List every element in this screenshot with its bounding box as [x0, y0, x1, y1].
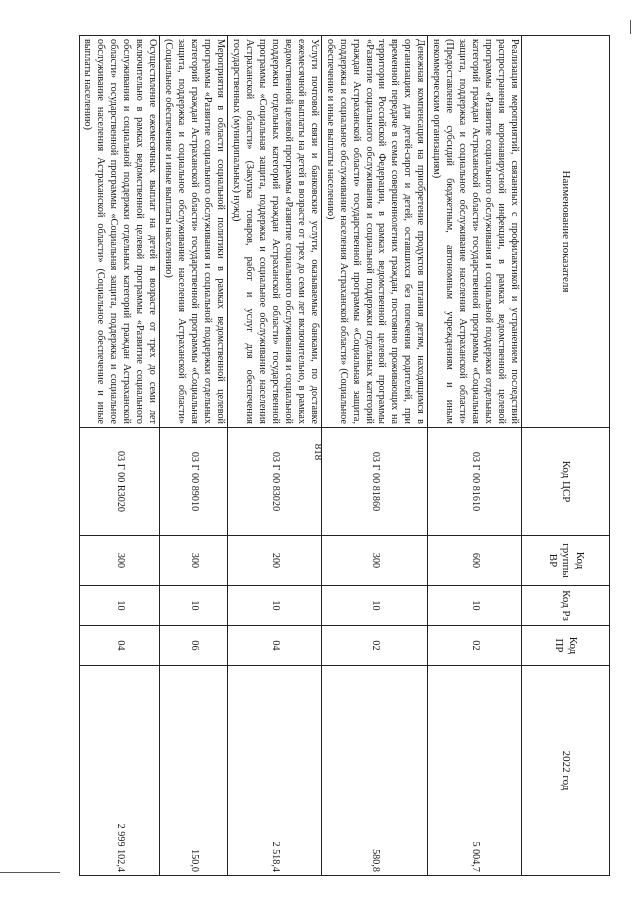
budget-table [79, 35, 610, 876]
header-rz: Код Рз [522, 586, 610, 626]
row-vr: 300 [160, 536, 228, 586]
crop-mark [0, 872, 60, 873]
row-name: Осуществление ежемесячных выплат на детей в возрасте от трех до семи лет включительно в рамках ведомственной целевой программы «Развитие социального обслуживания и социальной поддержки отдельных категорий граждан Астраханской области» государственной программы «Социальная защита, поддержка и социальное обслуживание населения Астраханской области» (Социальное обеспечение и иные выплаты населению) [79, 36, 160, 428]
row-vr: 300 [321, 536, 428, 586]
row-csr: 03 Г 00 89010 [160, 428, 228, 536]
row-pr: 04 [79, 626, 160, 666]
row-name: Реализация мероприятий, связанных с профилактикой и устранением последствий распространения коронавирусной инфекции, в рамках ведомственной целевой программы «Развитие социального обслуживания и социальной поддержки отдельных категорий граждан Астраханской области» государственной программы «Социальная защита, поддержка и социальное обслуживание населения Астраханской области» (Предоставление субсидий бюджетным, автономным учреждениям и иным некоммерческим организациям) [428, 36, 522, 428]
row-pr: 06 [160, 626, 228, 666]
row-amount: 150,0 [160, 666, 228, 876]
row-rz: 10 [428, 586, 522, 626]
row-csr: 03 Г 00 83020 [228, 428, 322, 536]
row-pr: 02 [321, 626, 428, 666]
table-row [228, 36, 322, 876]
row-rz: 10 [321, 586, 428, 626]
row-amount: 580,8 [321, 666, 428, 876]
row-amount: 5 004,7 [428, 666, 522, 876]
row-vr: 200 [228, 536, 322, 586]
row-name: Мероприятия в области социальной политики в рамках ведомственной целевой программы «Развитие социального обслуживания и социальной поддержки отдельных категорий граждан Астраханской области» государственной программы «Социальная защита, поддержка и социальное обслуживание населения Астраханской области» (Социальное обеспечение и иные выплаты населению) [160, 36, 228, 428]
table-row [160, 36, 228, 876]
table-row [321, 36, 428, 876]
row-vr: 300 [79, 536, 160, 586]
table-row [79, 36, 160, 876]
row-name: Денежная компенсация на приобретение продуктов питания детям, находящимся в организациях для детей-сирот и детей, оставшихся без попечения родителей, при временной передаче в семьи совершеннолетних граждан, постоянно проживающих на территории Российской Федерации, в рамках ведомственной целевой программы «Развитие социального обслуживания и социальной поддержки отдельных категорий граждан Астраханской области» государственной программы «Социальная защита, поддержка и социальное обслуживание населения Астраханской области» (Социальное обеспечение и иные выплаты населению) [321, 36, 428, 428]
header-year: 2022 год [522, 666, 610, 876]
row-rz: 10 [228, 586, 322, 626]
page-number: 818 [312, 443, 324, 461]
row-csr: 03 Г 00 R3020 [79, 428, 160, 536]
row-amount: 2 518,4 [228, 666, 322, 876]
row-csr: 03 Г 00 81860 [321, 428, 428, 536]
header-csr: Код ЦСР [522, 428, 610, 536]
header-name: Наименование показателя [522, 36, 610, 428]
row-rz: 10 [79, 586, 160, 626]
table-row [428, 36, 522, 876]
rotated-table-wrapper [82, 35, 610, 875]
row-name: Услуги почтовой связи и банковские услуги, оказываемые банками, по доставке ежемесячной выплаты на детей в возрасте от трех до семи лет включительно, в рамках ведомственной целевой программы «Развитие социального обслуживания и социальной поддержки отдельных категорий граждан Астраханской области» государственной программы «Социальная защита, поддержка и социальное обслуживание населения Астраханской области» (Закупка товаров, работ и услуг для обеспечения государственных (муниципальных) нужд) [228, 36, 322, 428]
row-csr: 03 Г 00 81610 [428, 428, 522, 536]
row-rz: 10 [160, 586, 228, 626]
header-vr: Код группы ВР [522, 536, 610, 586]
header-pr: Код ПР [522, 626, 610, 666]
crop-mark [630, 20, 631, 34]
row-pr: 02 [428, 626, 522, 666]
row-pr: 04 [228, 626, 322, 666]
table-header-row [522, 36, 610, 876]
row-vr: 600 [428, 536, 522, 586]
row-amount: 2 999 102,4 [79, 666, 160, 876]
